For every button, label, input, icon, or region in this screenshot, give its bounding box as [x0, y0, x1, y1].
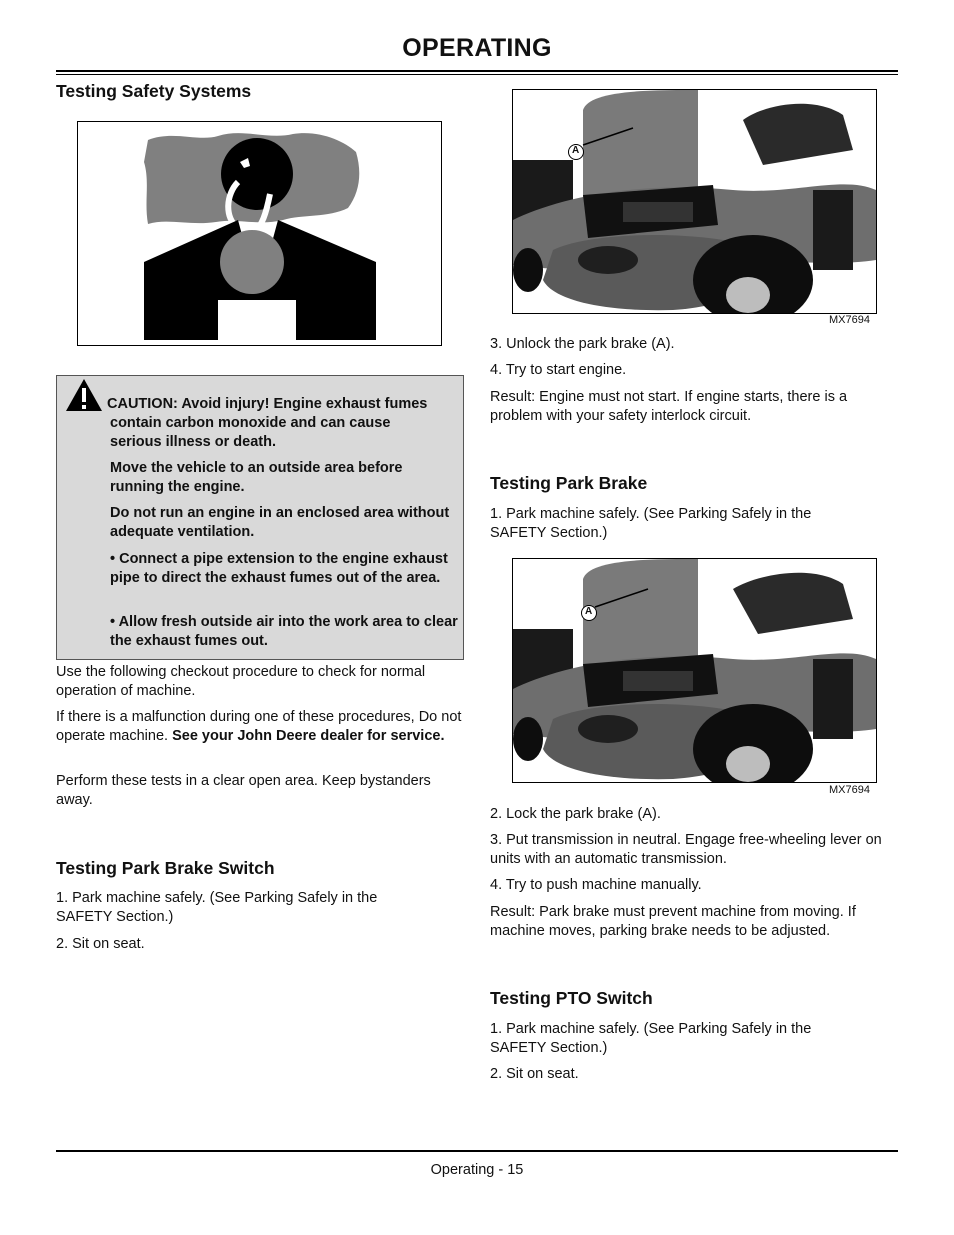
caution-box	[56, 375, 464, 660]
tractor-illustration	[513, 90, 876, 313]
caution-lead-cont: contain carbon monoxide and can cause serious illness or death.	[110, 415, 391, 450]
exhaust-fumes-icon	[78, 122, 441, 345]
step-item: 1. Park machine safely. (See Parking Safely in the SAFETY Section.)	[490, 506, 812, 541]
section-heading-park-brake: Testing Park Brake	[490, 473, 648, 493]
body-paragraph	[56, 708, 464, 746]
tractor-photo	[512, 558, 877, 783]
caution-paragraph: Move the vehicle to an outside area before running the engine.	[110, 460, 403, 495]
footer-rule	[56, 1150, 898, 1152]
caution-paragraph: Do not run an engine in an enclosed area without adequate ventilation.	[110, 505, 450, 540]
exhaust-warning-illustration	[77, 121, 442, 346]
step-item: 3. Put transmission in neutral. Engage free-wheeling lever on units with an automatic transmission.	[490, 832, 882, 867]
image-code: MX7694	[829, 784, 870, 796]
section-heading-safety-systems: Testing Safety Systems	[56, 81, 252, 101]
callout-label: A	[585, 606, 593, 617]
tractor-illustration	[513, 559, 876, 782]
step-item: 1. Park machine safely. (See Parking Safely in the SAFETY Section.)	[490, 1021, 812, 1056]
caution-bullet: • Allow fresh outside air into the work area to clear the exhaust fumes out.	[110, 614, 458, 649]
body-text: If there is a malfunction during one of these procedures, Do not operate machine.	[56, 709, 462, 744]
caution-triangle-icon	[65, 378, 103, 412]
dealer-notice: See your John Deere dealer for service.	[172, 728, 445, 744]
image-code: MX7694	[829, 314, 870, 326]
result-text: Result: Engine must not start. If engine starts, there is a problem with your safety interlock circuit.	[490, 389, 848, 424]
step-item: 1. Park machine safely. (See Parking Safely in the SAFETY Section.)	[56, 890, 378, 925]
section-heading-pto-switch: Testing PTO Switch	[490, 988, 653, 1008]
step-item: 2. Sit on seat.	[56, 936, 145, 952]
header-rule-thin	[56, 74, 898, 75]
result-text: Result: Park brake must prevent machine from moving. If machine moves, parking brake needs to be adjusted.	[490, 904, 856, 939]
page-title: OPERATING	[402, 34, 552, 62]
body-paragraph: Perform these tests in a clear open area. Keep bystanders away.	[56, 773, 431, 808]
step-item: 2. Sit on seat.	[490, 1066, 579, 1082]
body-paragraph: Use the following checkout procedure to check for normal operation of machine.	[56, 664, 426, 699]
callout-label: A	[572, 145, 580, 156]
step-item: 3. Unlock the park brake (A).	[490, 336, 675, 352]
section-heading-park-brake-switch: Testing Park Brake Switch	[56, 858, 275, 878]
caution-bullet: • Connect a pipe extension to the engine exhaust pipe to direct the exhaust fumes out of the area.	[110, 551, 448, 586]
step-item: 2. Lock the park brake (A).	[490, 806, 661, 822]
page-number: Operating - 15	[430, 1162, 524, 1178]
step-item: 4. Try to start engine.	[490, 362, 627, 378]
tractor-photo	[512, 89, 877, 314]
header-rule	[56, 70, 898, 72]
caution-lead: CAUTION: Avoid injury! Engine exhaust fumes	[107, 396, 428, 412]
step-item: 4. Try to push machine manually.	[490, 877, 702, 893]
